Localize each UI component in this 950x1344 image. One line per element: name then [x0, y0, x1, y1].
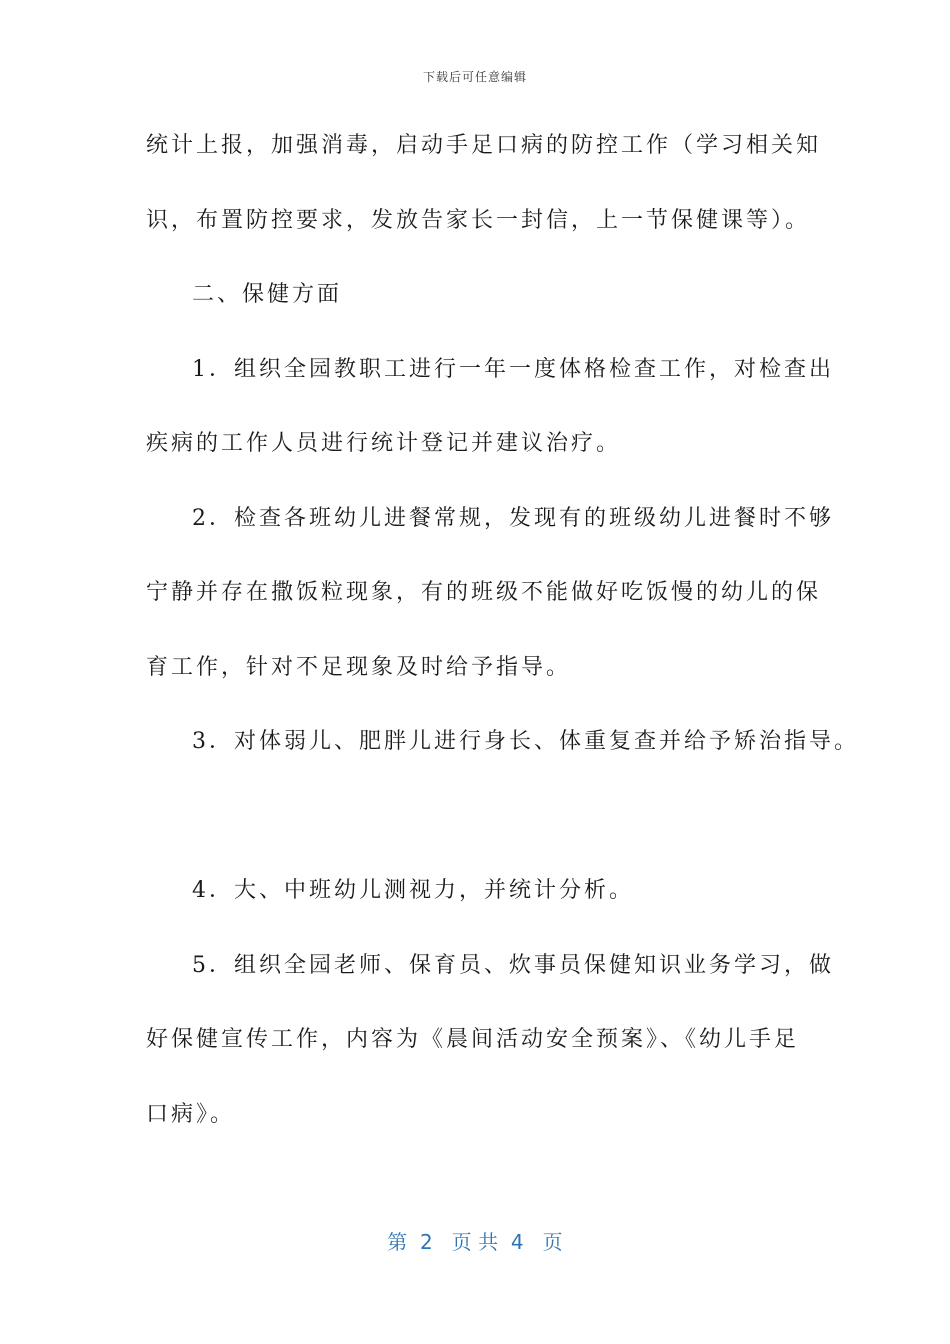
paragraph-line: 2．检查各班幼儿进餐常规，发现有的班级幼儿进餐时不够: [192, 506, 834, 531]
paragraph-line: 识，布置防控要求，发放告家长一封信，上一节保健课等）。: [146, 208, 811, 233]
paragraph-line: 5．组织全园老师、保育员、炊事员保健知识业务学习，做: [192, 953, 834, 978]
paragraph-line: 好保健宣传工作，内容为《晨间活动安全预案》、《幼儿手足: [146, 1027, 800, 1052]
paragraph-line: 育工作，针对不足现象及时给予指导。: [146, 655, 572, 680]
paragraph-line: 3．对体弱儿、肥胖儿进行身长、体重复查并给予矫治指导。: [192, 729, 859, 754]
paragraph-line: 统计上报，加强消毒，启动手足口病的防控工作（学习相关知: [146, 133, 822, 158]
page-number-footer: 第 2 页 共 4 页: [387, 1230, 563, 1254]
paragraph-line: 1．组织全园教职工进行一年一度体格检查工作，对检查出: [192, 357, 834, 382]
header-note: 下载后可任意编辑: [422, 70, 527, 84]
paragraph-line: 口病》。: [146, 1102, 236, 1127]
paragraph-line: 疾病的工作人员进行统计登记并建议治疗。: [146, 431, 622, 456]
paragraph-line: 宁静并存在撒饭粒现象，有的班级不能做好吃饭慢的幼儿的保: [146, 580, 822, 605]
paragraph-line: 4．大、中班幼儿测视力，并统计分析。: [192, 878, 634, 903]
section-heading: 二、保健方面: [192, 282, 343, 307]
